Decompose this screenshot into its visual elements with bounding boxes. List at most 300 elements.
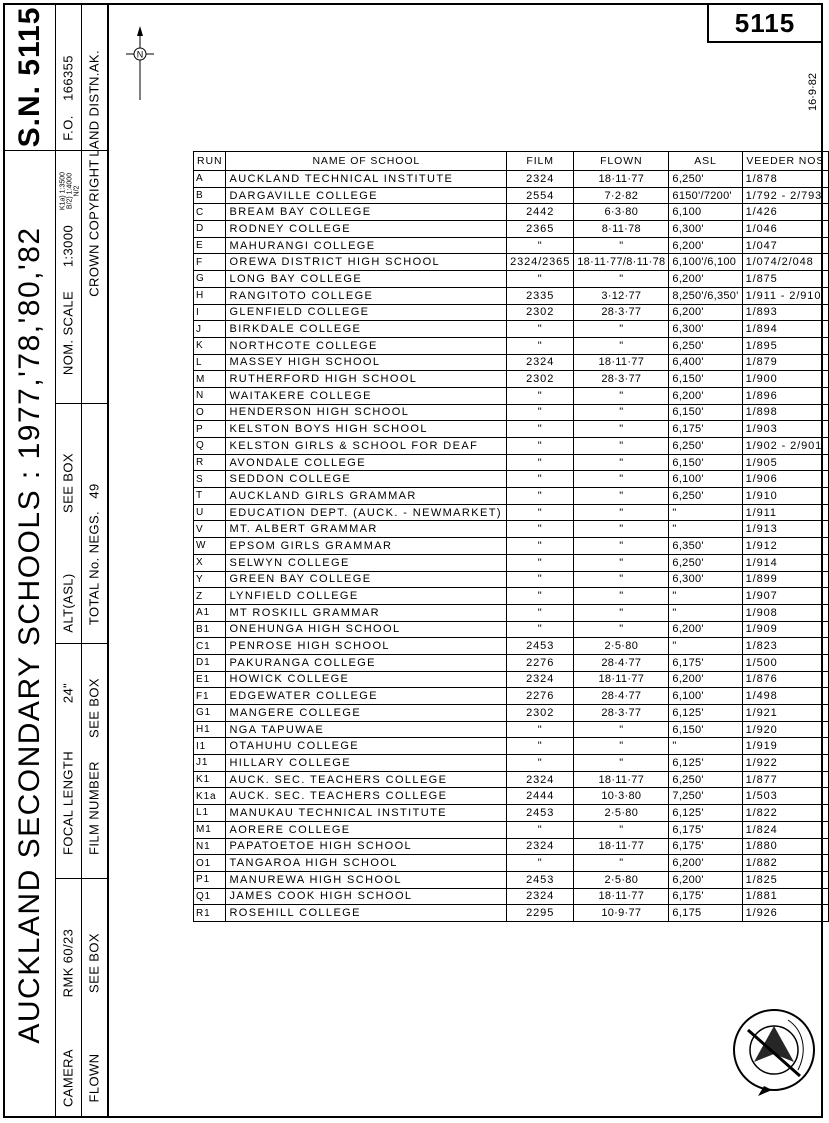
asl-cell: " — [669, 604, 742, 621]
copyright-text: CROWN COPYRIGHT — [86, 159, 102, 297]
flown-cell: " — [574, 755, 669, 772]
table-row — [194, 871, 829, 888]
asl-cell: 6,100' — [669, 471, 742, 488]
flown-cell: 28·3·77 — [574, 705, 669, 722]
asl-cell: 6,150' — [669, 721, 742, 738]
school-name-cell: HENDERSON HIGH SCHOOL — [226, 404, 507, 421]
veeder-cell: 1/900 — [742, 371, 828, 388]
veeder-cell: 1/823 — [742, 638, 828, 655]
table-row — [194, 521, 829, 538]
run-cell: M — [194, 371, 226, 388]
flown-cell: 10·3·80 — [574, 788, 669, 805]
film-cell: " — [507, 571, 574, 588]
scale-note-2: B/2) 1:4000 — [66, 172, 74, 210]
veeder-cell: 1/908 — [742, 604, 828, 621]
film-cell: " — [507, 538, 574, 555]
flown-cell: " — [574, 321, 669, 338]
run-cell: M1 — [194, 821, 226, 838]
run-cell: H — [194, 287, 226, 304]
run-cell: F1 — [194, 688, 226, 705]
flown-cell: 10·9·77 — [574, 905, 669, 922]
col3-sep-3 — [81, 643, 107, 644]
asl-cell: 6,200' — [669, 855, 742, 872]
run-cell: I — [194, 304, 226, 321]
run-cell: N1 — [194, 838, 226, 855]
veeder-cell: 1/047 — [742, 237, 828, 254]
run-cell: G — [194, 271, 226, 288]
asl-cell: 6,250' — [669, 337, 742, 354]
school-name-cell: MANGERE COLLEGE — [226, 705, 507, 722]
table-row — [194, 855, 829, 872]
flown-value: SEE BOX — [86, 933, 102, 993]
asl-cell: 6,200' — [669, 237, 742, 254]
veeder-cell: 1/914 — [742, 554, 828, 571]
flown-cell: " — [574, 454, 669, 471]
table-row — [194, 621, 829, 638]
veeder-cell: 1/911 — [742, 504, 828, 521]
run-cell: O1 — [194, 855, 226, 872]
run-cell: W — [194, 538, 226, 555]
col3-sep-2 — [81, 403, 107, 404]
table-row — [194, 438, 829, 455]
school-name-cell: JAMES COOK HIGH SCHOOL — [226, 888, 507, 905]
header-asl: ASL — [669, 152, 742, 171]
flown-label: FLOWN — [86, 1053, 102, 1103]
table-row — [194, 771, 829, 788]
flown-cell: " — [574, 521, 669, 538]
veeder-cell: 1/896 — [742, 387, 828, 404]
school-name-cell: TANGAROA HIGH SCHOOL — [226, 855, 507, 872]
veeder-cell: 1/875 — [742, 271, 828, 288]
school-name-cell: MT. ALBERT GRAMMAR — [226, 521, 507, 538]
run-cell: P1 — [194, 871, 226, 888]
film-cell: " — [507, 321, 574, 338]
film-cell: " — [507, 271, 574, 288]
run-cell: D — [194, 221, 226, 238]
table-row — [194, 454, 829, 471]
header-veeder: VEEDER NOS — [742, 152, 828, 171]
veeder-cell: 1/920 — [742, 721, 828, 738]
school-name-cell: LONG BAY COLLEGE — [226, 271, 507, 288]
veeder-cell: 1/879 — [742, 354, 828, 371]
asl-cell: 6,200' — [669, 871, 742, 888]
run-cell: K — [194, 337, 226, 354]
film-cell: 2554 — [507, 187, 574, 204]
film-cell: " — [507, 337, 574, 354]
asl-cell: 6,200' — [669, 671, 742, 688]
film-cell: " — [507, 588, 574, 605]
flown-cell: 6·3·80 — [574, 204, 669, 221]
film-cell: 2324/2365 — [507, 254, 574, 271]
flown-cell: " — [574, 504, 669, 521]
table-row — [194, 905, 829, 922]
veeder-cell: 1/898 — [742, 404, 828, 421]
flown-cell: 28·3·77 — [574, 371, 669, 388]
school-name-cell: BREAM BAY COLLEGE — [226, 204, 507, 221]
film-cell: 2324 — [507, 888, 574, 905]
film-cell: " — [507, 488, 574, 505]
asl-cell: 6,125' — [669, 705, 742, 722]
school-name-cell: MT ROSKILL GRAMMAR — [226, 604, 507, 621]
asl-cell: 6,100'/6,100 — [669, 254, 742, 271]
veeder-cell: 1/500 — [742, 654, 828, 671]
table-row — [194, 838, 829, 855]
film-cell: 2335 — [507, 287, 574, 304]
table-row — [194, 237, 829, 254]
flown-cell: 28·3·77 — [574, 304, 669, 321]
school-name-cell: RUTHERFORD HIGH SCHOOL — [226, 371, 507, 388]
school-name-cell: KELSTON BOYS HIGH SCHOOL — [226, 421, 507, 438]
veeder-cell: 1/909 — [742, 621, 828, 638]
school-name-cell: MASSEY HIGH SCHOOL — [226, 354, 507, 371]
table-body — [194, 171, 829, 922]
veeder-cell: 1/792 - 2/793 — [742, 187, 828, 204]
veeder-cell: 1/902 - 2/901 — [742, 438, 828, 455]
table-row — [194, 488, 829, 505]
flown-cell: " — [574, 604, 669, 621]
table-row — [194, 371, 829, 388]
run-cell: P — [194, 421, 226, 438]
run-cell: Y — [194, 571, 226, 588]
flown-cell: " — [574, 471, 669, 488]
table-row — [194, 571, 829, 588]
film-number-value: SEE BOX — [86, 678, 102, 738]
veeder-cell: 1/825 — [742, 871, 828, 888]
film-cell: " — [507, 421, 574, 438]
run-cell: B1 — [194, 621, 226, 638]
film-cell: 2302 — [507, 371, 574, 388]
run-cell: U — [194, 504, 226, 521]
school-name-cell: AUCKLAND GIRLS GRAMMAR — [226, 488, 507, 505]
table-row — [194, 504, 829, 521]
flown-cell: 3·12·77 — [574, 287, 669, 304]
land-dist-label: LAND DIST — [86, 85, 102, 157]
alt-label: ALT(ASL) — [60, 573, 76, 633]
veeder-cell: 1/878 — [742, 171, 828, 188]
veeder-cell: 1/926 — [742, 905, 828, 922]
asl-cell: 6,250' — [669, 171, 742, 188]
flown-cell: " — [574, 821, 669, 838]
flown-cell: 18·11·77 — [574, 354, 669, 371]
north-arrow-icon — [120, 24, 160, 104]
table-row — [194, 688, 829, 705]
veeder-cell: 1/426 — [742, 204, 828, 221]
film-cell: 2453 — [507, 871, 574, 888]
school-name-cell: KELSTON GIRLS & SCHOOL FOR DEAF — [226, 438, 507, 455]
asl-cell: 8,250'/6,350' — [669, 287, 742, 304]
veeder-cell: 1/824 — [742, 821, 828, 838]
camera-value: RMK 60/23 — [60, 928, 76, 998]
flown-cell: 8·11·78 — [574, 221, 669, 238]
run-cell: R — [194, 454, 226, 471]
flown-cell: " — [574, 271, 669, 288]
veeder-cell: 1/905 — [742, 454, 828, 471]
veeder-cell: 1/911 - 2/910 — [742, 287, 828, 304]
scale-note-3: N/2 — [73, 185, 81, 197]
school-name-cell: EDUCATION DEPT. (AUCK. - NEWMARKET) — [226, 504, 507, 521]
flown-cell: " — [574, 554, 669, 571]
asl-cell: 6,150' — [669, 404, 742, 421]
film-cell: " — [507, 738, 574, 755]
run-cell: E1 — [194, 671, 226, 688]
film-cell: " — [507, 604, 574, 621]
col2-sep-3 — [55, 643, 81, 644]
school-name-cell: NGA TAPUWAE — [226, 721, 507, 738]
table-row — [194, 304, 829, 321]
asl-cell: 6,250' — [669, 554, 742, 571]
flown-cell: 2·5·80 — [574, 805, 669, 822]
film-cell: 2365 — [507, 221, 574, 238]
table-row — [194, 638, 829, 655]
film-number-label: FILM NUMBER — [86, 761, 102, 855]
film-cell: 2324 — [507, 171, 574, 188]
film-cell: " — [507, 471, 574, 488]
sheet-title: AUCKLAND SECONDARY SCHOOLS : 1977,'78,'80,'82 — [13, 226, 46, 1044]
table-row — [194, 254, 829, 271]
flown-cell: " — [574, 488, 669, 505]
school-name-cell: PENROSE HIGH SCHOOL — [226, 638, 507, 655]
veeder-cell: 1/882 — [742, 855, 828, 872]
asl-cell: 6,125' — [669, 755, 742, 772]
flown-cell: 18·11·77/8·11·78 — [574, 254, 669, 271]
run-cell: L — [194, 354, 226, 371]
table-row — [194, 755, 829, 772]
flown-cell: " — [574, 237, 669, 254]
school-name-cell: RANGITOTO COLLEGE — [226, 287, 507, 304]
flown-cell: 2·5·80 — [574, 871, 669, 888]
asl-cell: " — [669, 638, 742, 655]
flown-cell: 18·11·77 — [574, 171, 669, 188]
film-cell: " — [507, 554, 574, 571]
asl-cell: " — [669, 521, 742, 538]
flown-cell: 28·4·77 — [574, 688, 669, 705]
film-cell: " — [507, 504, 574, 521]
info-divider — [81, 3, 82, 1118]
run-cell: J1 — [194, 755, 226, 772]
table-row — [194, 888, 829, 905]
fo-label: F.O. — [60, 115, 76, 141]
table-row — [194, 387, 829, 404]
title-divider — [55, 3, 56, 1118]
film-cell: 2324 — [507, 771, 574, 788]
flown-cell: " — [574, 404, 669, 421]
film-cell: " — [507, 755, 574, 772]
asl-cell: 6,250' — [669, 771, 742, 788]
veeder-cell: 1/893 — [742, 304, 828, 321]
flown-cell: " — [574, 387, 669, 404]
film-cell: 2453 — [507, 638, 574, 655]
table-row — [194, 721, 829, 738]
asl-cell: 6,250' — [669, 488, 742, 505]
run-cell: K1 — [194, 771, 226, 788]
table-row — [194, 788, 829, 805]
veeder-cell: 1/074/2/048 — [742, 254, 828, 271]
school-name-cell: OREWA DISTRICT HIGH SCHOOL — [226, 254, 507, 271]
run-cell: X — [194, 554, 226, 571]
film-cell: 2302 — [507, 705, 574, 722]
table-row — [194, 187, 829, 204]
table-header-row — [194, 152, 829, 171]
flown-cell: 2·5·80 — [574, 638, 669, 655]
veeder-cell: 1/906 — [742, 471, 828, 488]
table-row — [194, 321, 829, 338]
asl-cell: 6,175' — [669, 654, 742, 671]
school-name-cell: GLENFIELD COLLEGE — [226, 304, 507, 321]
asl-cell: " — [669, 738, 742, 755]
table-row — [194, 538, 829, 555]
film-cell: " — [507, 855, 574, 872]
flown-cell: 18·11·77 — [574, 671, 669, 688]
school-name-cell: SEDDON COLLEGE — [226, 471, 507, 488]
run-cell: T — [194, 488, 226, 505]
asl-cell: 6,200' — [669, 621, 742, 638]
school-name-cell: HILLARY COLLEGE — [226, 755, 507, 772]
veeder-cell: 1/046 — [742, 221, 828, 238]
table-row — [194, 471, 829, 488]
asl-cell: 6,200' — [669, 271, 742, 288]
school-name-cell: EPSOM GIRLS GRAMMAR — [226, 538, 507, 555]
table-row — [194, 287, 829, 304]
school-name-cell: AUCK. SEC. TEACHERS COLLEGE — [226, 771, 507, 788]
asl-cell: 6,350' — [669, 538, 742, 555]
asl-cell: 6,125' — [669, 805, 742, 822]
run-cell: C1 — [194, 638, 226, 655]
school-name-cell: PAKURANGA COLLEGE — [226, 654, 507, 671]
flown-cell: " — [574, 738, 669, 755]
veeder-cell: 1/919 — [742, 738, 828, 755]
run-cell: F — [194, 254, 226, 271]
flown-cell: " — [574, 337, 669, 354]
focal-length-value: 24" — [60, 682, 76, 704]
asl-cell: 6,175' — [669, 821, 742, 838]
sheet-sn: S.N. 5115 — [13, 6, 46, 148]
film-cell: 2453 — [507, 805, 574, 822]
school-name-cell: HOWICK COLLEGE — [226, 671, 507, 688]
table-row — [194, 354, 829, 371]
asl-cell: 6,200' — [669, 304, 742, 321]
flown-cell: " — [574, 621, 669, 638]
film-cell: 2442 — [507, 204, 574, 221]
table-row — [194, 821, 829, 838]
film-cell: 2302 — [507, 304, 574, 321]
asl-cell: 6,300' — [669, 321, 742, 338]
run-cell: G1 — [194, 705, 226, 722]
film-cell: " — [507, 438, 574, 455]
table-row — [194, 604, 829, 621]
school-name-cell: AVONDALE COLLEGE — [226, 454, 507, 471]
date-stamp: 16·9·82 — [807, 73, 819, 111]
scale-label: NOM. SCALE — [60, 290, 76, 376]
school-name-cell: BIRKDALE COLLEGE — [226, 321, 507, 338]
north-label: N — [136, 49, 144, 60]
veeder-cell: 1/877 — [742, 771, 828, 788]
run-cell: D1 — [194, 654, 226, 671]
school-name-cell: LYNFIELD COLLEGE — [226, 588, 507, 605]
header-name: NAME OF SCHOOL — [226, 152, 507, 171]
asl-cell: 6,250' — [669, 438, 742, 455]
school-name-cell: MANUREWA HIGH SCHOOL — [226, 871, 507, 888]
school-name-cell: PAPATOETOE HIGH SCHOOL — [226, 838, 507, 855]
veeder-cell: 1/881 — [742, 888, 828, 905]
asl-cell: 6,300' — [669, 221, 742, 238]
veeder-cell: 1/921 — [742, 705, 828, 722]
run-cell: Q1 — [194, 888, 226, 905]
run-cell: R1 — [194, 905, 226, 922]
scale-value: 1:3000 — [60, 224, 76, 268]
table-row — [194, 204, 829, 221]
film-cell: " — [507, 237, 574, 254]
flown-cell: " — [574, 855, 669, 872]
veeder-cell: 1/922 — [742, 755, 828, 772]
school-name-cell: SELWYN COLLEGE — [226, 554, 507, 571]
flown-cell: 28·4·77 — [574, 654, 669, 671]
asl-cell: 6,150' — [669, 454, 742, 471]
run-cell: I1 — [194, 738, 226, 755]
sheet-number-box: 5115 — [707, 3, 823, 43]
sn-separator — [3, 150, 55, 151]
table-row — [194, 421, 829, 438]
school-name-cell: AUCKLAND TECHNICAL INSTITUTE — [226, 171, 507, 188]
veeder-cell: 1/876 — [742, 671, 828, 688]
film-cell: " — [507, 454, 574, 471]
col2-sep-4 — [55, 878, 81, 879]
asl-cell: 6,175' — [669, 838, 742, 855]
flown-cell: 18·11·77 — [574, 771, 669, 788]
run-cell: O — [194, 404, 226, 421]
school-name-cell: ROSEHILL COLLEGE — [226, 905, 507, 922]
run-cell: J — [194, 321, 226, 338]
run-cell: E — [194, 237, 226, 254]
veeder-cell: 1/913 — [742, 521, 828, 538]
asl-cell: 6,200' — [669, 387, 742, 404]
col2-sep-2 — [55, 403, 81, 404]
film-cell: 2444 — [507, 788, 574, 805]
school-name-cell: RODNEY COLLEGE — [226, 221, 507, 238]
flown-cell: 18·11·77 — [574, 888, 669, 905]
school-name-cell: AORERE COLLEGE — [226, 821, 507, 838]
table-row — [194, 337, 829, 354]
run-cell: Q — [194, 438, 226, 455]
school-name-cell: MANUKAU TECHNICAL INSTITUTE — [226, 805, 507, 822]
film-cell: 2276 — [507, 654, 574, 671]
film-cell: " — [507, 721, 574, 738]
school-name-cell: ONEHUNGA HIGH SCHOOL — [226, 621, 507, 638]
run-cell: S — [194, 471, 226, 488]
flown-cell: " — [574, 421, 669, 438]
school-runs-table — [193, 151, 829, 922]
film-cell: 2324 — [507, 354, 574, 371]
flown-cell: 7·2·82 — [574, 187, 669, 204]
veeder-cell: 1/907 — [742, 588, 828, 605]
veeder-cell: 1/894 — [742, 321, 828, 338]
school-name-cell: GREEN BAY COLLEGE — [226, 571, 507, 588]
asl-cell: " — [669, 504, 742, 521]
film-cell: 2324 — [507, 838, 574, 855]
school-name-cell: NORTHCOTE COLLEGE — [226, 337, 507, 354]
asl-cell: 6,150' — [669, 371, 742, 388]
asl-cell: " — [669, 588, 742, 605]
film-cell: " — [507, 621, 574, 638]
film-cell: " — [507, 404, 574, 421]
run-cell: A1 — [194, 604, 226, 621]
veeder-cell: 1/880 — [742, 838, 828, 855]
header-run: RUN — [194, 152, 226, 171]
school-name-cell: MAHURANGI COLLEGE — [226, 237, 507, 254]
veeder-cell: 1/899 — [742, 571, 828, 588]
film-cell: 2295 — [507, 905, 574, 922]
school-name-cell: WAITAKERE COLLEGE — [226, 387, 507, 404]
asl-cell: 6,100 — [669, 204, 742, 221]
